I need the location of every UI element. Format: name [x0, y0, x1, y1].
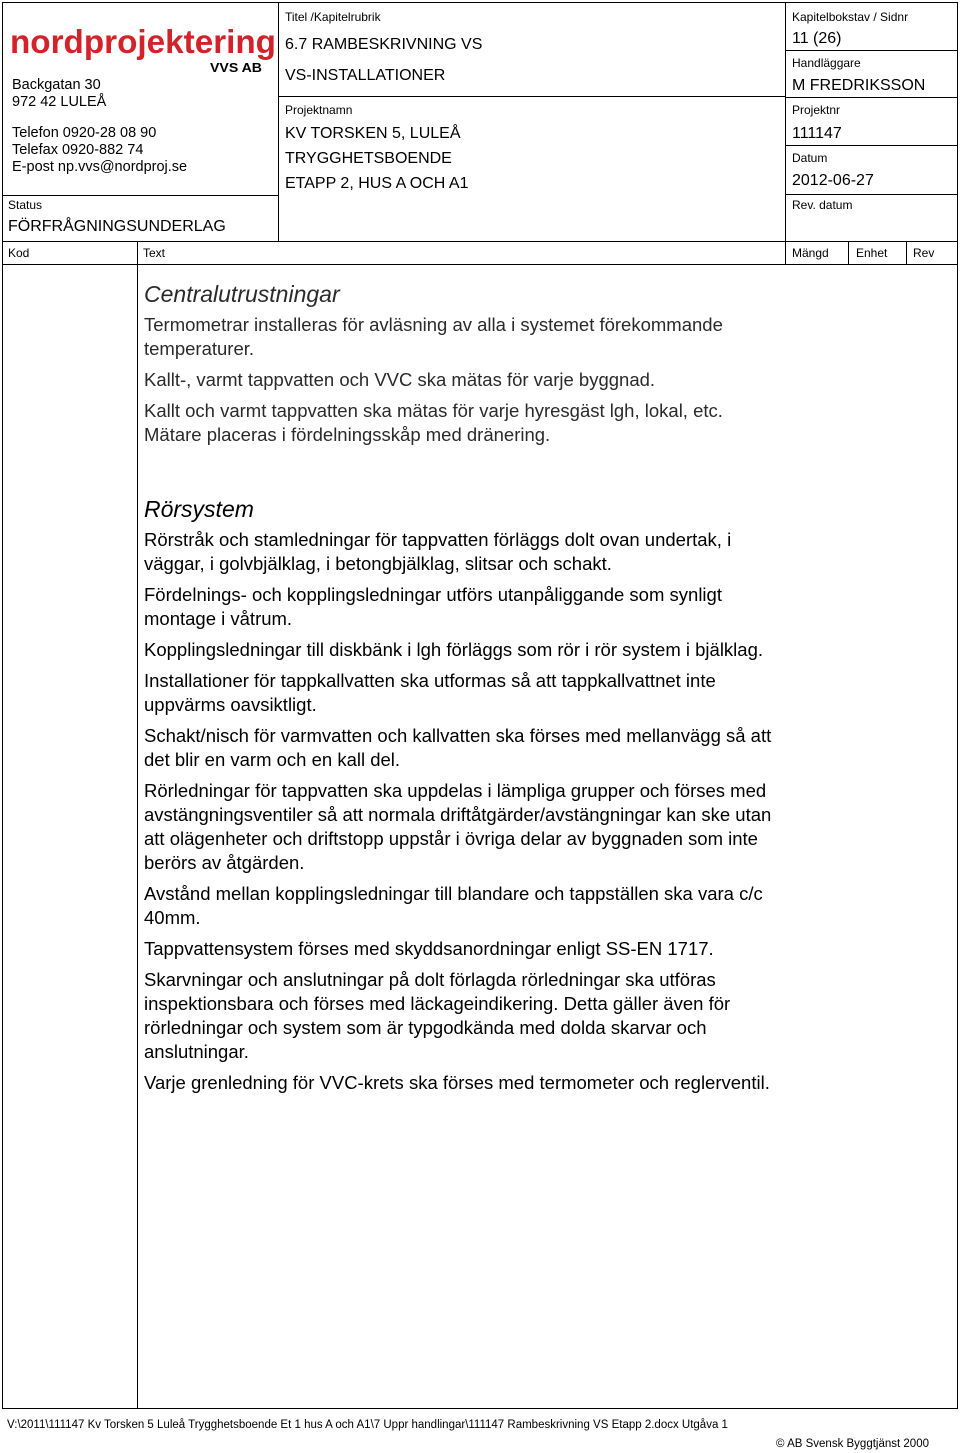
paragraph: Rörledningar för tappvatten ska uppdelas i lämpliga grupper och förses med avstängningsventiler så att normala driftåtgärder/avstängningar kan ske utan att olägenheter och driftstopp uppstår i övriga delar av byggnaden som inte berörs av åtgärden.: [144, 780, 772, 873]
column-header-rev: Rev: [913, 246, 935, 260]
column-header-kod: Kod: [8, 246, 30, 260]
column-header-mangd: Mängd: [792, 246, 829, 260]
column-header-bottom-line: [2, 264, 958, 265]
address-line-2: 972 42 LULEÅ: [12, 94, 107, 110]
logo-subtext: VVS AB: [210, 60, 262, 74]
column-vline-mangd: [785, 242, 786, 265]
email: E-post np.vvs@nordproj.se: [12, 159, 188, 175]
frame-right: [957, 2, 958, 1409]
paragraph: Rörstråk och stamledningar för tappvatten förläggs dolt ovan undertak, i väggar, i golvbjälklag, i betongbjälklag, slitsar och schakt.: [144, 529, 732, 574]
company-logo: [10, 28, 278, 74]
frame-left: [2, 2, 3, 1409]
document-body: [144, 280, 784, 1102]
project-number-label: Projektnr: [792, 103, 841, 117]
right-divider-1: [786, 50, 958, 51]
section-centralutrustningar: [144, 280, 784, 447]
column-header-text: Text: [143, 246, 166, 260]
title-line-1: 6.7 RAMBESKRIVNING VS: [285, 36, 483, 53]
status-value: FÖRFRÅGNINGSUNDERLAG: [8, 218, 226, 235]
handler-value: M FREDRIKSSON: [792, 77, 926, 94]
project-name-line-1: KV TORSKEN 5, LULEÅ: [285, 125, 461, 142]
project-number-value: 111147: [792, 125, 842, 142]
paragraph: Kallt och varmt tappvatten ska mätas för varje hyresgäst lgh, lokal, etc. Mätare placeras i fördelningsskåp med dränering.: [144, 400, 723, 445]
date-label: Datum: [792, 151, 828, 165]
title-label: Titel /Kapitelrubrik: [285, 10, 381, 24]
page-value: 11 (26): [792, 30, 842, 47]
paragraph: Termometrar installeras för avläsning av alla i systemet förekommande temperaturer.: [144, 314, 723, 359]
frame-bottom: [2, 1408, 958, 1409]
project-name-label: Projektnamn: [285, 103, 353, 117]
column-vline-rev: [906, 242, 907, 265]
header-bottom-line: [2, 241, 958, 242]
title-line-2: VS-INSTALLATIONER: [285, 67, 446, 84]
status-top-line: [2, 195, 278, 196]
phone: Telefon 0920-28 08 90: [12, 125, 157, 141]
address-line-1: Backgatan 30: [12, 77, 101, 93]
footer-file-path: V:\2011\111147 Kv Torsken 5 Luleå Trygghetsboende Et 1 hus A och A1\7 Uppr handlingar\111147 Rambeskrivning VS Etapp 2.docx Utgåva 1: [7, 1419, 728, 1431]
paragraph: Varje grenledning för VVC-krets ska förses med termometer och reglerventil.: [144, 1072, 770, 1093]
logo-wordmark: nordprojektering: [10, 28, 276, 60]
paragraph: Kopplingsledningar till diskbänk i lgh förläggs som rör i rör system i bjälklag.: [144, 639, 764, 660]
footer-copyright: © AB Svensk Byggtjänst 2000: [776, 1438, 929, 1450]
page-label: Kapitelbokstav / Sidnr: [792, 10, 909, 24]
section-rorsystem: [144, 495, 784, 1095]
paragraph: Schakt/nisch för varmvatten och kallvatten ska förses med mellanvägg så att det blir en varm och en kall del.: [144, 725, 772, 770]
paragraph: Kallt-, varmt tappvatten och VVC ska mätas för varje byggnad.: [144, 369, 656, 390]
column-vline-kod: [137, 242, 138, 1408]
fax: Telefax 0920-882 74: [12, 142, 144, 158]
frame-top: [2, 2, 958, 3]
header-vline-1: [278, 2, 279, 242]
project-name-line-2: TRYGGHETSBOENDE: [285, 150, 452, 167]
title-bottom-line: [279, 96, 785, 97]
header-vline-2: [785, 2, 786, 242]
date-value: 2012-06-27: [792, 172, 874, 189]
column-header-enhet: Enhet: [856, 246, 888, 260]
rev-date-label: Rev. datum: [792, 198, 853, 212]
status-label: Status: [8, 198, 43, 212]
column-vline-enhet: [848, 242, 849, 265]
project-name-line-3: ETAPP 2, HUS A OCH A1: [285, 175, 469, 192]
right-divider-2: [786, 97, 958, 98]
section-heading: Rörsystem: [144, 496, 254, 522]
paragraph: Avstånd mellan kopplingsledningar till blandare och tappställen ska vara c/c 40mm.: [144, 883, 763, 928]
right-divider-4: [786, 194, 958, 195]
paragraph: Fördelnings- och kopplingsledningar utförs utanpåliggande som synligt montage i våtrum.: [144, 584, 722, 629]
section-heading: Centralutrustningar: [144, 281, 340, 307]
right-divider-3: [786, 145, 958, 146]
paragraph: Tappvattensystem förses med skyddsanordningar enligt SS-EN 1717.: [144, 938, 714, 959]
paragraph: Installationer för tappkallvatten ska utformas så att tappkallvattnet inte uppvärms oavsiktligt.: [144, 670, 716, 715]
handler-label: Handläggare: [792, 56, 861, 70]
paragraph: Skarvningar och anslutningar på dolt förlagda rörledningar ska utföras inspektionsbara och förses med läckageindikering. Detta gäller även för rörledningar och system som är typgodkända med dolda skarvar och anslutningar.: [144, 969, 731, 1062]
